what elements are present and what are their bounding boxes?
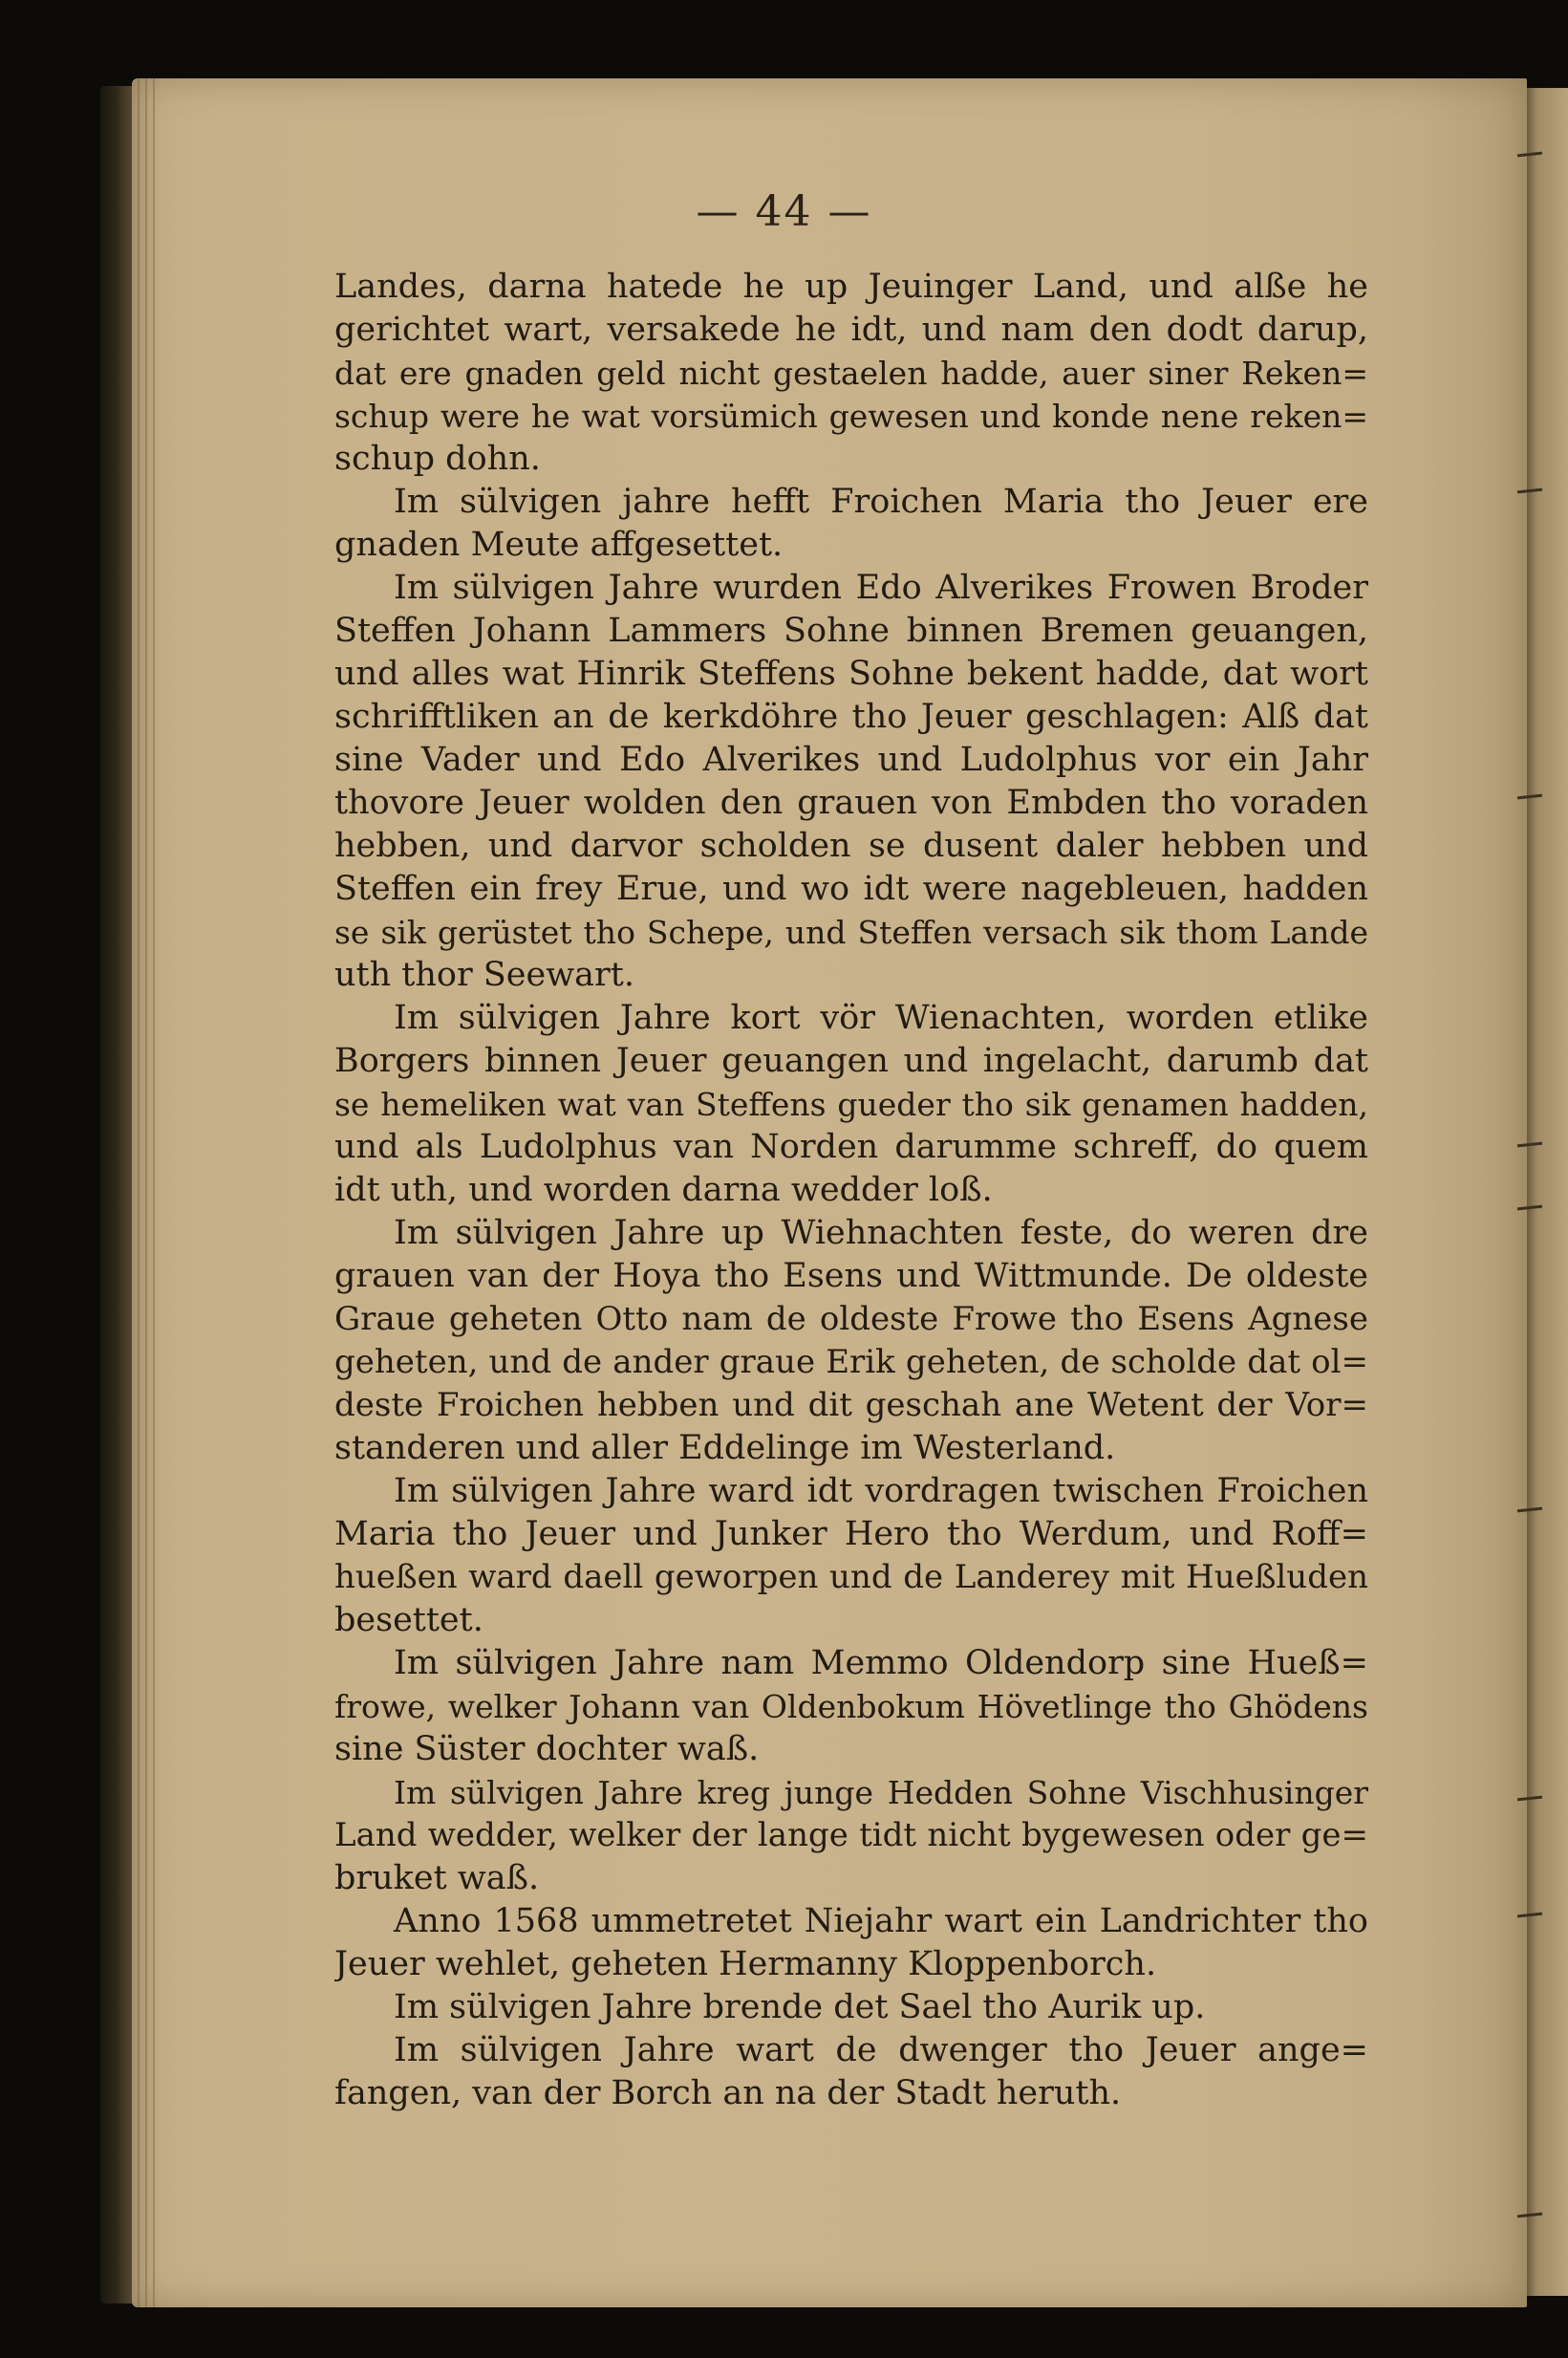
page-edge-line bbox=[138, 78, 140, 2307]
text-line: und als Ludolphus van Norden darumme schreff, do quem bbox=[334, 1128, 1368, 1166]
text-line: grauen van der Hoya tho Esens und Wittmunde. De oldeste bbox=[334, 1257, 1368, 1295]
text-line: Steffen Johann Lammers Sohne binnen Bremen geuangen, bbox=[334, 612, 1368, 650]
text-line: Im sülvigen jahre hefft Froichen Maria tho Jeuer ere bbox=[394, 483, 1368, 521]
text-line: Im sülvigen Jahre kort vör Wienachten, worden etlike bbox=[394, 999, 1368, 1037]
text-line: schrifftliken an de kerkdöhre tho Jeuer geschlagen: Alß dat bbox=[334, 698, 1368, 736]
text-line: idt uth, und worden darna wedder loß. bbox=[334, 1171, 993, 1209]
text-line: sine Vader und Edo Alverikes und Ludolphus vor ein Jahr bbox=[334, 741, 1368, 779]
text-line: Jeuer wehlet, geheten Hermanny Kloppenborch. bbox=[334, 1945, 1157, 1983]
text-line: Im sülvigen Jahre ward idt vordragen twischen Froichen bbox=[394, 1472, 1368, 1510]
text-line: frowe, welker Johann van Oldenbokum Hövetlinge tho Ghödens bbox=[334, 1688, 1368, 1725]
page-edge-line bbox=[153, 78, 155, 2307]
text-line: Maria tho Jeuer und Junker Hero tho Werdum, und Roff= bbox=[334, 1515, 1368, 1553]
text-line: hueßen ward daell geworpen und de Landerey mit Hueßluden bbox=[334, 1558, 1368, 1596]
body-text bbox=[334, 266, 1368, 2115]
text-line: deste Froichen hebben und dit geschah ane Wetent der Vor= bbox=[334, 1386, 1368, 1424]
text-line: Landes, darna hatede he up Jeuinger Land, und alße he bbox=[334, 268, 1368, 306]
text-line: besettet. bbox=[334, 1601, 483, 1639]
text-line: Im sülvigen Jahre wart de dwenger tho Jeuer ange= bbox=[394, 2031, 1368, 2069]
text-line: schup dohn. bbox=[334, 440, 541, 478]
text-line: sine Süster dochter waß. bbox=[334, 1730, 760, 1768]
text-line: se sik gerüstet tho Schepe, und Steffen versach sik thom Lande bbox=[334, 914, 1368, 951]
text-line: uth thor Seewart. bbox=[334, 956, 634, 994]
text-line: gerichtet wart, versakede he idt, und nam den dodt darup, bbox=[334, 311, 1368, 349]
text-line: und alles wat Hinrik Steffens Sohne bekent hadde, dat wort bbox=[334, 655, 1368, 693]
text-line: Im sülvigen Jahre wurden Edo Alverikes Frowen Broder bbox=[394, 569, 1368, 607]
text-line: Im sülvigen Jahre up Wiehnachten feste, do weren dre bbox=[394, 1214, 1368, 1252]
text-line: Steffen ein frey Erue, und wo idt were nagebleuen, hadden bbox=[334, 870, 1368, 908]
text-line: dat ere gnaden geld nicht gestaelen hadde, auer siner Reken= bbox=[334, 355, 1368, 392]
text-line: bruket waß. bbox=[334, 1859, 540, 1897]
text-line: Im sülvigen Jahre kreg junge Hedden Sohne Vischhusinger bbox=[394, 1774, 1368, 1811]
text-line: Graue geheten Otto nam de oldeste Frowe tho Esens Agnese bbox=[334, 1300, 1368, 1338]
text-line: gnaden Meute affgesettet. bbox=[334, 526, 784, 564]
text-line: standeren und aller Eddelinge im Westerland. bbox=[334, 1429, 1116, 1467]
page-edge-line bbox=[145, 78, 147, 2307]
text-line: Im sülvigen Jahre brende det Sael tho Aurik up. bbox=[394, 1988, 1206, 2026]
text-line: hebben, und darvor scholden se dusent daler hebben und bbox=[334, 827, 1368, 865]
text-line: se hemeliken wat van Steffens gueder tho sik genamen hadden, bbox=[334, 1086, 1368, 1123]
text-line: Im sülvigen Jahre nam Memmo Oldendorp sine Hueß= bbox=[394, 1644, 1368, 1682]
text-line: Borgers binnen Jeuer geuangen und ingelacht, darumb dat bbox=[334, 1042, 1368, 1080]
text-line: Land wedder, welker der lange tidt nicht bygewesen oder ge= bbox=[334, 1816, 1368, 1854]
text-line: fangen, van der Borch an na der Stadt heruth. bbox=[334, 2074, 1122, 2112]
text-line: thovore Jeuer wolden den grauen von Embden tho voraden bbox=[334, 784, 1368, 822]
text-line: geheten, und de ander graue Erik geheten, de scholde dat ol= bbox=[334, 1343, 1368, 1381]
facing-page-edge bbox=[1527, 88, 1568, 2296]
text-line: Anno 1568 ummetretet Niejahr wart ein Landrichter tho bbox=[394, 1902, 1368, 1940]
page-number: — 44 — bbox=[696, 187, 872, 236]
text-line: schup were he wat vorsümich gewesen und konde nene reken= bbox=[334, 398, 1368, 435]
